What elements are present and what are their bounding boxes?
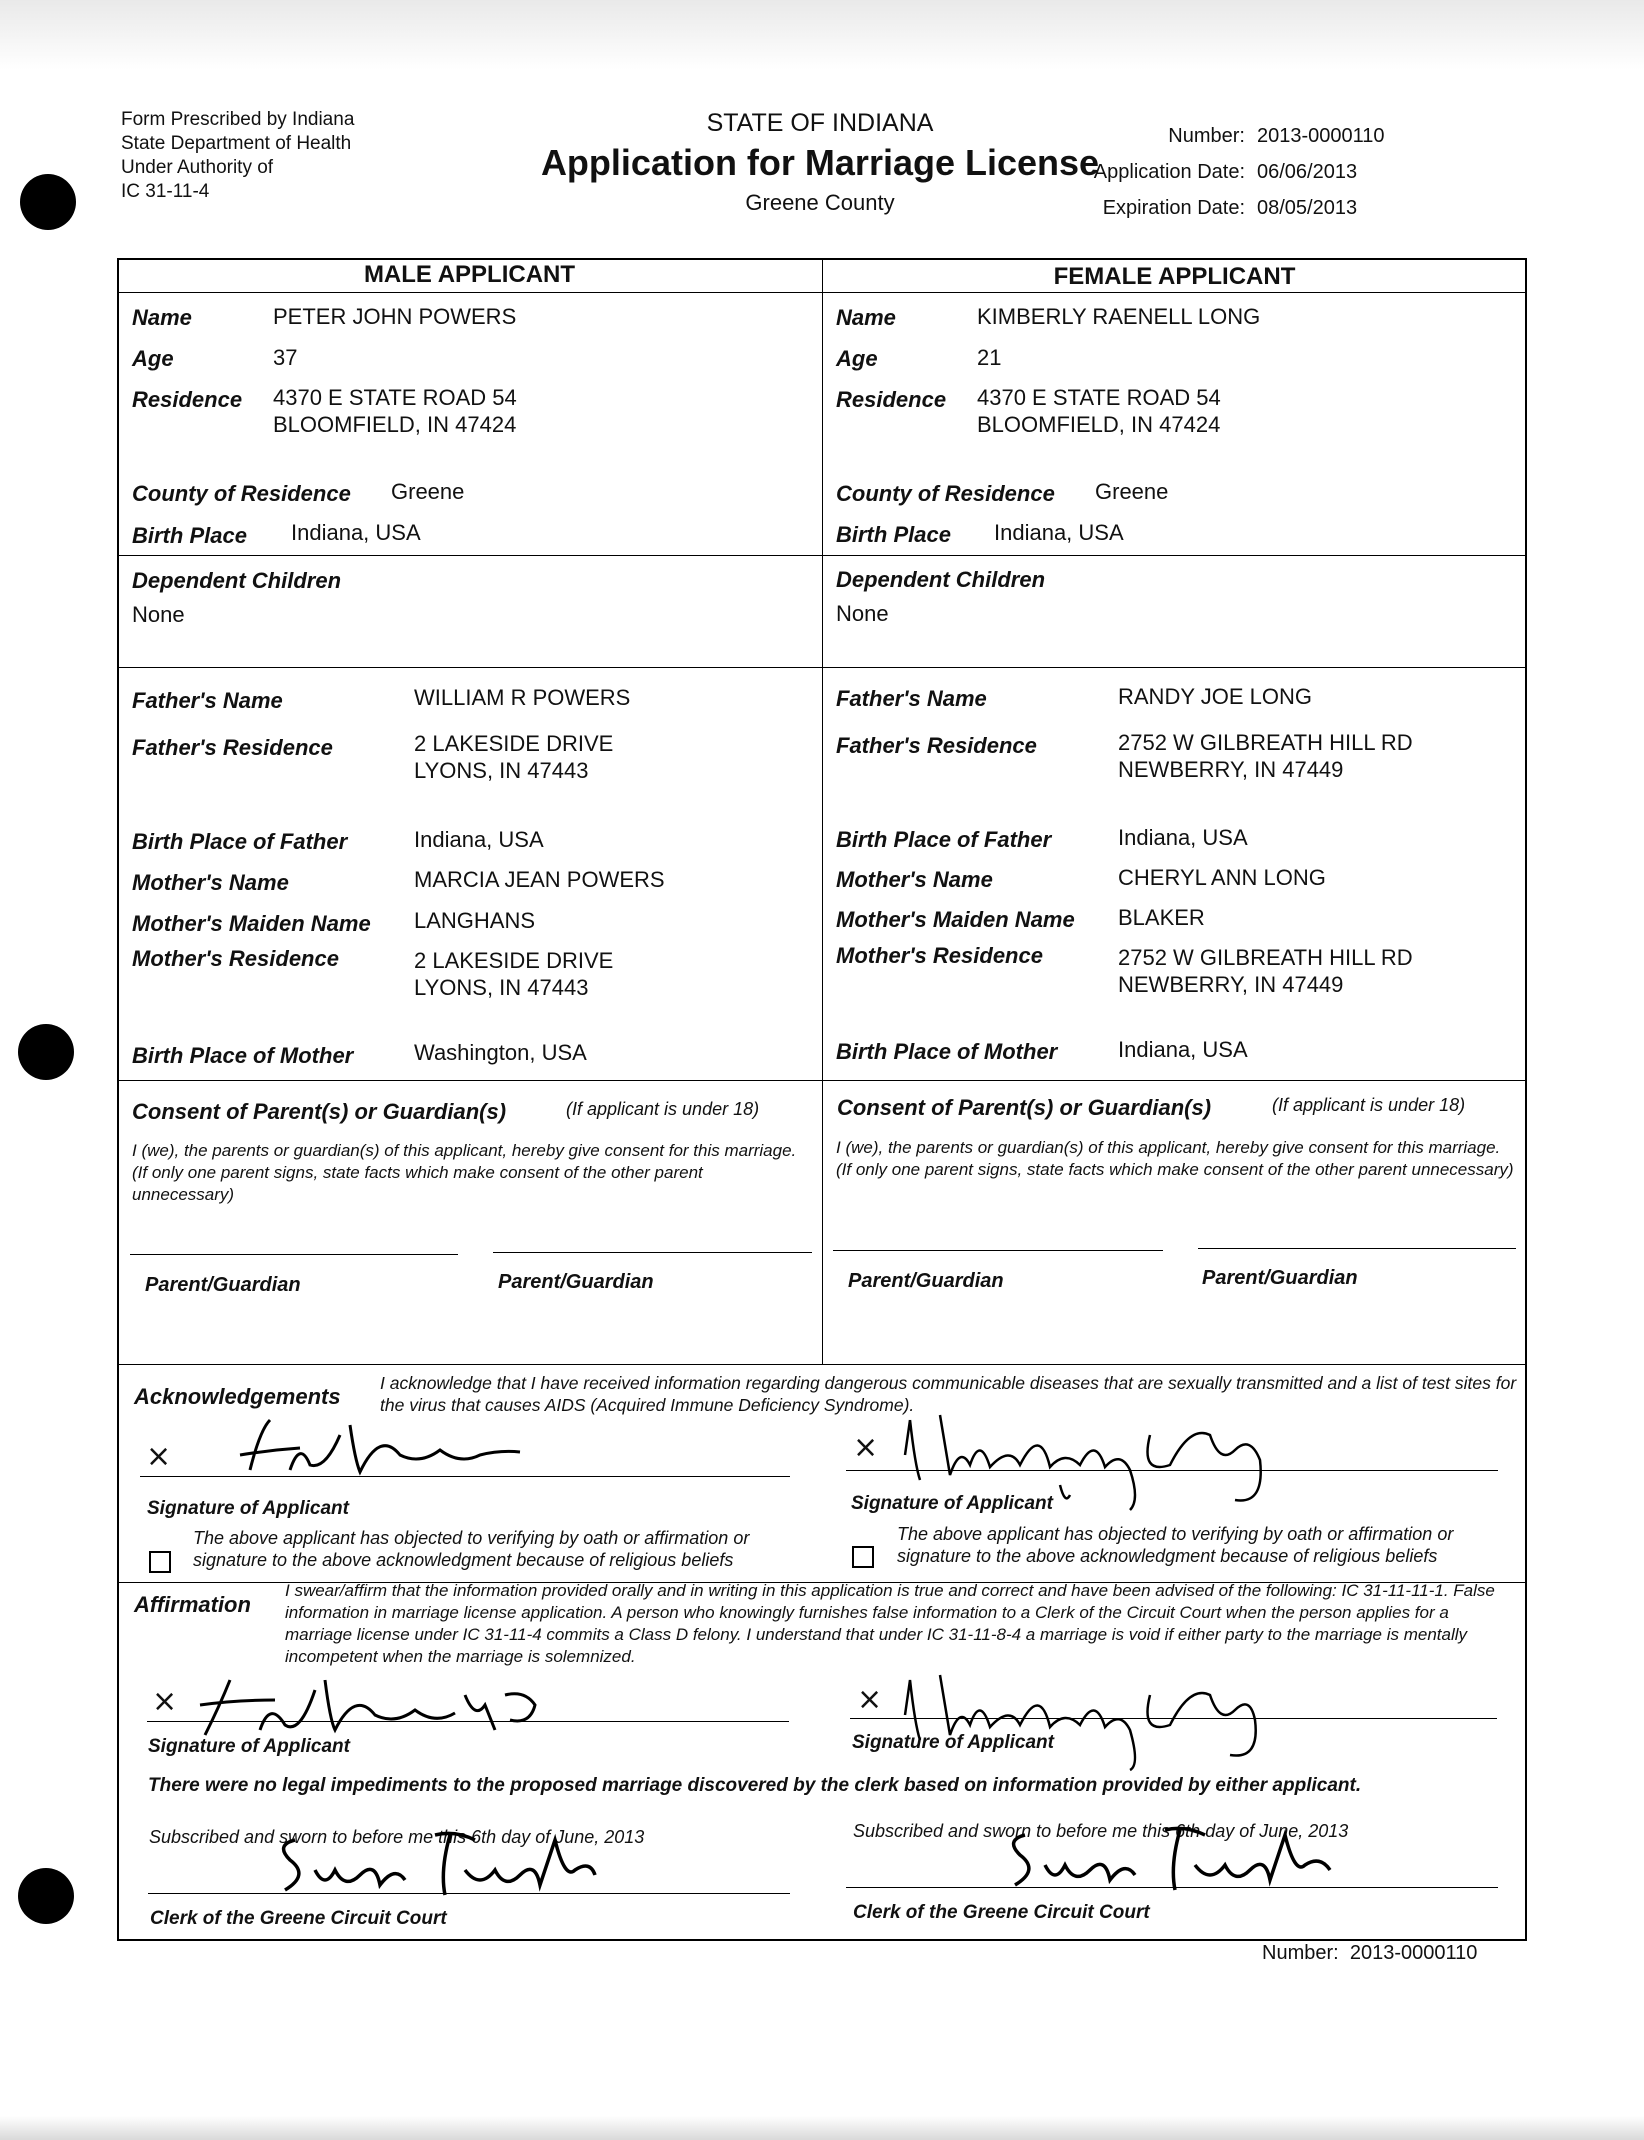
scan-top-edge	[0, 0, 1644, 70]
male-mother-maiden-name: LANGHANS	[414, 908, 536, 933]
form-authority	[121, 108, 354, 204]
female-mother-maiden-name: BLAKER	[1118, 905, 1205, 930]
signature-x-mark: ×	[146, 1439, 172, 1474]
mothers-name-label: Mother's Name	[132, 870, 289, 895]
female-mother-birth-place: Indiana, USA	[1118, 1037, 1248, 1062]
parent-signature-line	[1198, 1248, 1516, 1249]
consent-text: I (we), the parents or guardian(s) of this applicant, hereby give consent for this marriage. (If only one parent signs, state facts which make consent of the other parent unnecessary)	[132, 1141, 797, 1204]
address-line: 2752 W GILBREATH HILL RD	[1118, 730, 1413, 755]
application-date-row	[1035, 154, 1385, 190]
parent-guardian-label: Parent/Guardian	[848, 1270, 1004, 1292]
birth-place-label: Birth Place	[132, 523, 247, 548]
residence-label: Residence	[132, 387, 243, 412]
affirmation-text: I swear/affirm that the information provided orally and in writing in this application is true and correct and have been advised of the following: IC 31-11-11-1. False information in marriage license application. A person who knowingly furnishes false information to a Clerk of the Circuit Court when the person applies for a marriage license under IC 31-11-4 commits a Class D felony. I understand that under IC 31-11-8-4 a marriage is void if either party to the marriage is mentally incompetent when the marriage is solemnized.	[285, 1581, 1495, 1666]
female-father-name: RANDY JOE LONG	[1118, 684, 1312, 709]
divider	[117, 555, 1527, 556]
punch-hole-bottom	[18, 1868, 74, 1924]
name-label: Name	[836, 305, 896, 330]
dependent-children-label: Dependent Children	[836, 567, 1046, 592]
male-name: PETER JOHN POWERS	[273, 304, 517, 329]
female-age: 21	[977, 345, 1002, 370]
county-name: Greene County	[745, 190, 895, 215]
male-mother-birth-place: Washington, USA	[414, 1040, 587, 1065]
county-of-residence-label: County of Residence	[132, 481, 351, 506]
scan-bottom-edge	[0, 2116, 1644, 2140]
male-signature-affirmation	[195, 1665, 565, 1745]
address-line: NEWBERRY, IN 47449	[1118, 972, 1344, 997]
male-signature-acknowledgement	[230, 1410, 540, 1490]
parent-guardian-label: Parent/Guardian	[498, 1271, 654, 1293]
signature-of-applicant-label: Signature of Applicant	[852, 1732, 1054, 1753]
consent-title: Consent of Parent(s) or Guardian(s)	[132, 1099, 507, 1124]
female-mother-residence	[1118, 944, 1413, 998]
clerk-signature-right	[995, 1815, 1355, 1895]
fathers-name-label: Father's Name	[836, 686, 987, 711]
religious-objection-checkbox[interactable]	[852, 1546, 874, 1568]
address-line: 2752 W GILBREATH HILL RD	[1118, 945, 1413, 970]
subscribed-text: Subscribed and sworn to before me this 6th day of June, 2013	[853, 1821, 1349, 1841]
consent-note: (If applicant is under 18)	[566, 1099, 760, 1119]
acknowledgements-title: Acknowledgements	[134, 1384, 341, 1409]
female-birth-place: Indiana, USA	[994, 520, 1124, 545]
parent-signature-line	[493, 1252, 812, 1253]
male-birth-place: Indiana, USA	[291, 520, 421, 545]
age-label: Age	[132, 346, 174, 371]
birth-place-of-mother-label: Birth Place of Mother	[836, 1039, 1058, 1064]
clerk-label: Clerk of the Greene Circuit Court	[150, 1908, 447, 1929]
authority-line: IC 31-11-4	[121, 181, 210, 202]
birth-place-of-father-label: Birth Place of Father	[836, 827, 1052, 852]
male-age: 37	[273, 345, 298, 370]
birth-place-of-mother-label: Birth Place of Mother	[132, 1043, 354, 1068]
parent-signature-line	[130, 1254, 458, 1255]
fathers-residence-label: Father's Residence	[132, 735, 333, 760]
application-date-label: Application Date:	[1093, 161, 1245, 183]
number-value: 2013-0000110	[1257, 125, 1385, 147]
male-county: Greene	[391, 479, 465, 504]
male-applicant-header: MALE APPLICANT	[363, 261, 576, 288]
female-signature-affirmation	[890, 1655, 1270, 1775]
divider	[117, 1080, 1527, 1081]
subscribed-text: Subscribed and sworn to before me this 6th day of June, 2013	[149, 1827, 645, 1847]
fathers-residence-label: Father's Residence	[836, 733, 1037, 758]
parent-guardian-label: Parent/Guardian	[145, 1274, 301, 1296]
mothers-residence-label: Mother's Residence	[132, 946, 339, 971]
male-residence	[273, 384, 517, 438]
female-father-birth-place: Indiana, USA	[1118, 825, 1248, 850]
parent-guardian-label: Parent/Guardian	[1202, 1267, 1358, 1289]
birth-place-label: Birth Place	[836, 522, 951, 547]
dependent-children-label: Dependent Children	[132, 568, 342, 593]
name-label: Name	[132, 305, 192, 330]
male-father-name: WILLIAM R POWERS	[414, 685, 631, 710]
footer-number	[1262, 1942, 1477, 1965]
state-name: STATE OF INDIANA	[706, 109, 934, 137]
objection-text: The above applicant has objected to verifying by oath or affirmation or signature to the above acknowledgment because of religious beliefs	[193, 1528, 750, 1570]
parent-signature-line	[833, 1250, 1163, 1251]
footer-number-label: Number:	[1262, 1942, 1339, 1964]
consent-note: (If applicant is under 18)	[1272, 1095, 1466, 1115]
divider	[117, 1364, 1527, 1365]
consent-title: Consent of Parent(s) or Guardian(s)	[837, 1095, 1212, 1120]
signature-of-applicant-label: Signature of Applicant	[148, 1736, 350, 1757]
authority-line: State Department of Health	[121, 133, 352, 154]
female-father-residence	[1118, 729, 1413, 783]
authority-line: Form Prescribed by Indiana	[121, 109, 355, 130]
residence-label: Residence	[836, 387, 947, 412]
number-row	[1035, 118, 1385, 154]
female-mother-name: CHERYL ANN LONG	[1118, 865, 1326, 890]
male-father-residence	[414, 730, 613, 784]
mothers-maiden-name-label: Mother's Maiden Name	[836, 907, 1075, 932]
address-line: 4370 E STATE ROAD 54	[273, 385, 517, 410]
male-father-birth-place: Indiana, USA	[414, 827, 544, 852]
male-dependent-children: None	[132, 602, 185, 627]
application-date-value: 06/06/2013	[1257, 161, 1358, 183]
mothers-maiden-name-label: Mother's Maiden Name	[132, 911, 371, 936]
punch-hole-middle	[18, 1024, 74, 1080]
expiration-date-row	[1035, 190, 1385, 226]
document-title: Application for Marriage License	[540, 142, 1100, 183]
consent-text: I (we), the parents or guardian(s) of this applicant, hereby give consent for this marriage. (If only one parent signs, state facts which make consent of the other parent unnecessary)	[836, 1138, 1514, 1179]
punch-hole-top	[20, 174, 76, 230]
address-line: 2 LAKESIDE DRIVE	[414, 731, 614, 756]
signature-x-mark: ×	[857, 1682, 883, 1717]
female-residence	[977, 384, 1221, 438]
signature-of-applicant-label: Signature of Applicant	[851, 1493, 1053, 1514]
female-dependent-children: None	[836, 601, 889, 626]
religious-objection-checkbox[interactable]	[149, 1551, 171, 1573]
affirmation-title: Affirmation	[134, 1592, 251, 1617]
male-mother-residence	[414, 947, 613, 1001]
acknowledgement-text: I acknowledge that I have received information regarding dangerous communicable diseases that are sexually transmitted and a list of test sites for the virus that causes AIDS (Acquired Immune Deficiency Syndrome).	[380, 1373, 1517, 1415]
address-line: BLOOMFIELD, IN 47424	[273, 412, 517, 437]
address-line: 2 LAKESIDE DRIVE	[414, 948, 614, 973]
male-mother-name: MARCIA JEAN POWERS	[414, 867, 665, 892]
objection-text: The above applicant has objected to verifying by oath or affirmation or signature to the above acknowledgment because of religious beliefs	[897, 1524, 1454, 1566]
signature-x-mark: ×	[853, 1430, 879, 1465]
age-label: Age	[836, 346, 878, 371]
mothers-name-label: Mother's Name	[836, 867, 993, 892]
signature-of-applicant-label: Signature of Applicant	[147, 1498, 349, 1519]
birth-place-of-father-label: Birth Place of Father	[132, 829, 348, 854]
expiration-date-value: 08/05/2013	[1257, 197, 1358, 219]
mothers-residence-label: Mother's Residence	[836, 943, 1043, 968]
expiration-date-label: Expiration Date:	[1102, 197, 1245, 219]
fathers-name-label: Father's Name	[132, 688, 283, 713]
clerk-label: Clerk of the Greene Circuit Court	[853, 1902, 1150, 1923]
address-line: 4370 E STATE ROAD 54	[977, 385, 1221, 410]
license-meta	[1093, 118, 1460, 226]
signature-x-mark: ×	[152, 1684, 178, 1719]
authority-line: Under Authority of	[121, 157, 274, 178]
footer-number-value: 2013-0000110	[1349, 1942, 1478, 1964]
number-label: Number:	[1168, 125, 1245, 147]
address-line: NEWBERRY, IN 47449	[1118, 757, 1344, 782]
female-county: Greene	[1095, 479, 1169, 504]
county-of-residence-label: County of Residence	[836, 481, 1055, 506]
column-divider	[822, 258, 823, 1365]
female-name: KIMBERLY RAENELL LONG	[977, 304, 1261, 329]
address-line: BLOOMFIELD, IN 47424	[977, 412, 1221, 437]
impediments-statement: There were no legal impediments to the proposed marriage discovered by the clerk based on information provided by either applicant.	[148, 1775, 1362, 1796]
address-line: LYONS, IN 47443	[414, 975, 589, 1000]
divider	[117, 667, 1527, 668]
female-applicant-header: FEMALE APPLICANT	[1053, 263, 1296, 290]
female-signature-acknowledgement	[890, 1405, 1290, 1515]
clerk-signature-left	[265, 1820, 605, 1900]
address-line: LYONS, IN 47443	[414, 758, 589, 783]
